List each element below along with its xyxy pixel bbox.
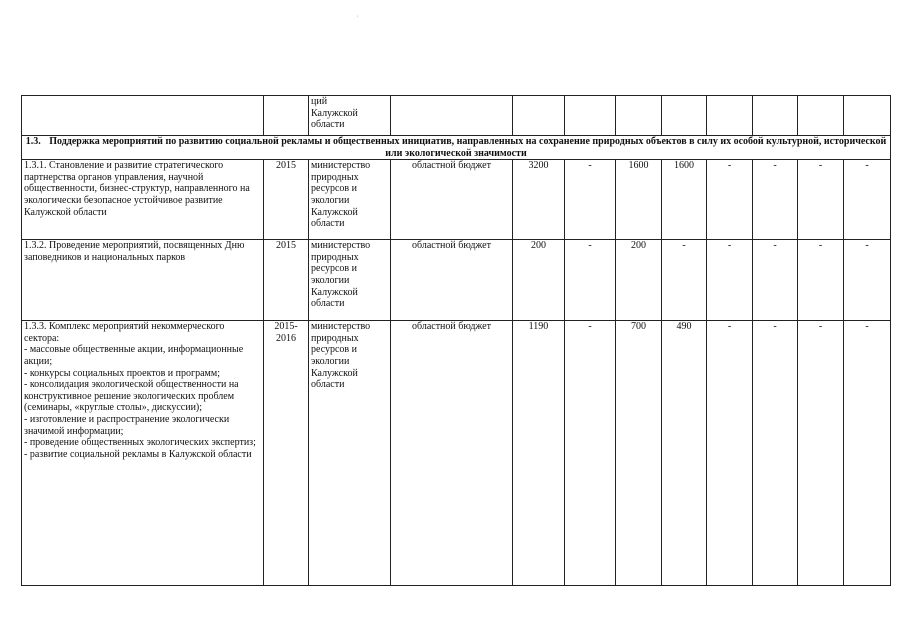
row-value: - [707, 321, 753, 586]
row-value: - [753, 321, 798, 586]
row-value: - [707, 160, 753, 240]
row-executor: министерство природных ресурсов и экологии Калужской области [309, 160, 391, 240]
table-cell [844, 96, 891, 136]
row-name: 1.3.1. Становление и развитие стратегического партнерства органов управления, научной общественности, бизнес-структур, направленного на экологически безопасное устойчивое развитие Калужской области [22, 160, 264, 240]
section-header-cell [22, 136, 891, 160]
list-item: - конкурсы социальных проектов и программ; [24, 367, 220, 379]
row-value: - [844, 240, 891, 321]
table-row [22, 240, 891, 321]
table-cell [22, 96, 264, 136]
section-header-row [22, 136, 891, 160]
table-row [22, 96, 891, 136]
table-cell [391, 96, 513, 136]
row-total: 3200 [513, 160, 565, 240]
row-value: - [798, 321, 844, 586]
row-executor: министерство природных ресурсов и экологии Калужской области [309, 321, 391, 586]
row-value: - [565, 240, 616, 321]
table-cell [513, 96, 565, 136]
list-item: - изготовление и распространение экологически значимой информации; [24, 413, 230, 437]
page-mark: ' [357, 14, 359, 23]
table-cell [565, 96, 616, 136]
list-item: - развитие социальной рекламы в Калужской области [24, 448, 252, 460]
row-value: - [844, 160, 891, 240]
row-name [22, 321, 264, 586]
program-table [21, 95, 891, 586]
row-name-title: 1.3.3. Комплекс мероприятий некоммерческого сектора: [24, 321, 225, 344]
list-item: - консолидация экологической общественности на конструктивное решение экологических проблем (семинары, «круглые столы», дискуссии); [24, 379, 239, 414]
row-value: - [662, 240, 707, 321]
table-cell [798, 96, 844, 136]
section-title: Поддержка мероприятий по развитию социальной рекламы и общественных инициатив, направленных на сохранение природных объектов в силу их особой культурной, исторической или экологической значимости [49, 136, 887, 159]
row-value: 490 [662, 321, 707, 586]
row-name: 1.3.2. Проведение мероприятий, посвященных Дню заповедников и национальных парков [22, 240, 264, 321]
row-value: 1600 [616, 160, 662, 240]
row-value: - [753, 240, 798, 321]
row-executor: министерство природных ресурсов и экологии Калужской области [309, 240, 391, 321]
row-period: 2015- 2016 [264, 321, 309, 586]
row-value: - [565, 160, 616, 240]
row-value: 700 [616, 321, 662, 586]
row-total: 200 [513, 240, 565, 321]
row-source: областной бюджет [391, 321, 513, 586]
table-cell [753, 96, 798, 136]
row-value: - [798, 160, 844, 240]
table-row [22, 321, 891, 586]
row-value: - [753, 160, 798, 240]
row-value: 200 [616, 240, 662, 321]
row-value: - [844, 321, 891, 586]
table-cell [264, 96, 309, 136]
row-value: - [798, 240, 844, 321]
table-cell [707, 96, 753, 136]
row-total: 1190 [513, 321, 565, 586]
table-cell [616, 96, 662, 136]
row-period: 2015 [264, 160, 309, 240]
row-value: - [707, 240, 753, 321]
section-number: 1.3. [25, 136, 41, 147]
list-item: - массовые общественные акции, информационные акции; [24, 344, 244, 367]
table-row [22, 160, 891, 240]
row-source: областной бюджет [391, 160, 513, 240]
row-value: 1600 [662, 160, 707, 240]
row-source: областной бюджет [391, 240, 513, 321]
list-item: - проведение общественных экологических экспертиз; [24, 437, 256, 449]
executor-cell: ций Калужской области [309, 96, 391, 136]
row-value: - [565, 321, 616, 586]
table-cell [662, 96, 707, 136]
row-period: 2015 [264, 240, 309, 321]
